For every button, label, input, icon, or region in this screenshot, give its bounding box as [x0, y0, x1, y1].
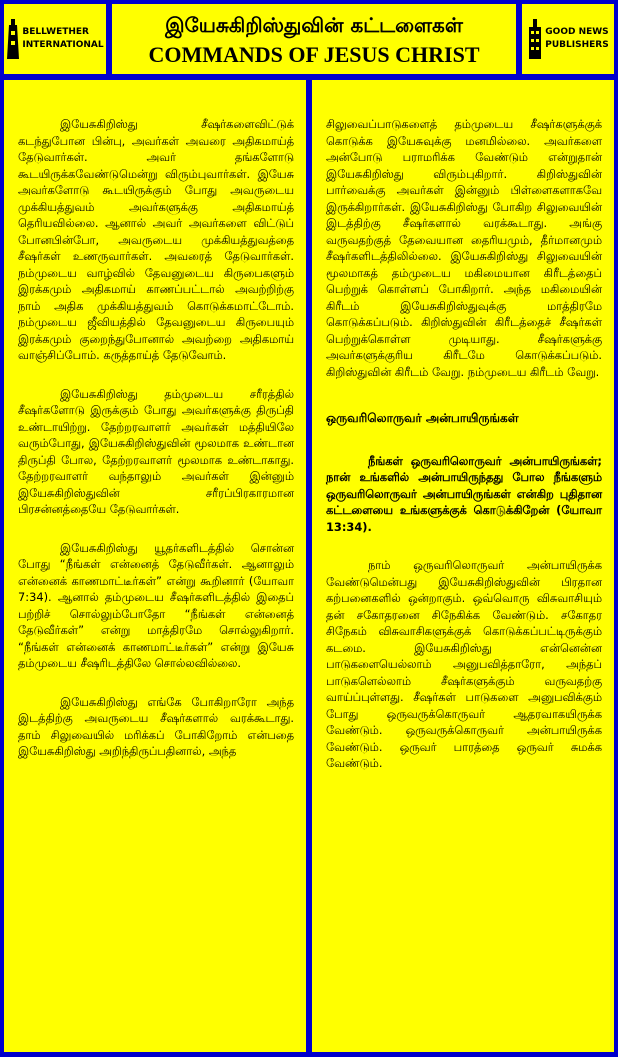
logo-text-line-1: GOOD NEWS [545, 27, 609, 37]
building-icon [527, 19, 543, 59]
title-tamil: இயேசுகிறிஸ்துவின் கட்டளைகள் [165, 13, 463, 37]
paragraph: இயேசுகிறிஸ்து யூதர்களிடத்தில் சொன்ன போது “நீங்கள் என்னைத் தேடுவீர்கள். ஆனாலும் என்னைக் காணமாட்டீர்கள்” என்று கூறினார் (யோவா 7:34). ஆனால் தம்முடைய சீஷர்களிடத்தில் இதைப் பற்றிச் சொல்லும்போதோ “நீங்கள் என்னைத் தேடுவீர்கள்” என்று மாத்திரமே சொல்லுகிறார். “நீங்கள் என்னைக் காணமாட்டீர்கள்” என்று இயேசு தம்முடைய சீஷரிடத்திலே சொல்லவில்லை. [18, 540, 294, 670]
paragraph: நாம் ஒருவரிலொருவர் அன்பாயிருக்க வேண்டுமென்பது இயேசுகிறிஸ்துவின் பிரதான கற்பனைகளில் ஒன்றாகும். ஒவ்வொரு விசுவாசியும் தன் சகோதரனை சிநேகிக்க வேண்டும். சகோதர சிநேகம் விசுவாசிகளுக்குக் கொடுக்கப்பட்டிருக்கும் கடமை. இயேசுகிறிஸ்து என்னென்ன பாடுகளையெல்லாம் அனுபவித்தாரோ, அந்தப் பாடுகளெல்லாம் சீஷர்களுக்கும் வருவதற்கு வாய்ப்புள்ளது. சீஷர்கள் பாடுகளை அனுபவிக்கும் போது ஒருவருக்கொருவர் ஆதரவாகயிருக்க வேண்டும். ஒருவருக்கொருவர் அன்பாயிருக்க வேண்டும். ஒருவர் பாரத்தை ஒருவர் சுமக்க வேண்டும். [326, 558, 602, 770]
page-title [112, 4, 516, 74]
scripture-quote: நீங்கள் ஒருவரிலொருவர் அன்பாயிருங்கள்; நான் உங்களில் அன்பாயிருந்தது போல நீங்களும் ஒருவரிலொருவர் அன்பாயிருங்கள் என்கிற புதிதான கட்டளையை உங்களுக்குக் கொடுக்கிறேன் (யோவா 13:34). [326, 453, 602, 534]
paragraph: இயேசுகிறிஸ்து சீஷர்களைவிட்டுக் கடந்துபோன பின்பு, அவர்கள் அவரை அதிகமாய்த் தேடுவார்கள். அவர் தங்களோடு கூடயிருக்கவேண்டுமென்று விரும்புவார்கள். இயேசு அவர்களோடு கூடயிருக்கும் போது அவருடைய முக்கியத்துவம் அவர்களுக்கு அதிகமாய்த் தெரியவில்லை. ஆனால் அவர் அவர்களை விட்டுப் போனபின்போ, அவருடைய முக்கியத்துவத்தை சீஷர்கள் உணருவார்கள். அவரைத் தேடுவார்கள். நம்முடைய வாழ்வில் தேவனுடைய கிருபைகளும் இரக்கமும் அதிகமாய் காணப்பட்டால் அவற்றிற்கு நாம் அதிக முக்கியத்துவம் கொடுக்கமாட்டோம். நம்முடைய ஜீவியத்தில் தேவனுடைய கிருபையும் இரக்கமும் குறைந்துபோனால் அவற்றை அதிகமாய் வாஞ்சிப்போம். கருத்தாய்த் தேடுவோம். [18, 117, 294, 362]
paragraph: இயேசுகிறிஸ்து தம்முடைய சரீரத்தில் சீஷர்களோடு இருக்கும் போது அவர்களுக்கு திருப்தி உண்டாயிற்று. தேற்றரவாளர் அவர்கள் மத்தியிலே வரும்போது, இயேசுகிறிஸ்துவின் மூலமாக உண்டான திருப்தி போல, தேற்றரவாளர் மூலமாக உண்டாகாது. தேற்றரவாளர் வந்தாலும் அவர்கள் இன்னும் இயேசுகிறிஸ்துவின் சரீரப்பிரகாரமான பிரசன்னத்தையே தேடுவார்கள். [18, 386, 294, 516]
title-english: COMMANDS OF JESUS CHRIST [148, 42, 480, 67]
paragraph-continuation: சிலுவைப்பாடுகளைத் தம்முடைய சீஷர்களுக்குக் கொடுக்க இயேசுவுக்கு மனமில்லை. அவர்களை அன்போடு பராமரிக்க வேண்டும் என்றுதான் இயேசுகிறிஸ்து விரும்புகிறார். கிறிஸ்துவின் பார்வைக்கு அவர்கள் இன்னும் பிள்ளைகளாகவே இருக்கிறார்கள். இயேசுகிறிஸ்து போகிற சிலுவையின் இடத்திற்கு சீஷர்களால் வரக்கூடாது. அங்கு வருவதற்குத் தேவையான தைரியமும், தீர்மானமும் சீஷர்களிடத்திலில்லை. இயேசுகிறிஸ்து சிலுவையின் மூலமாகத் தம்முடைய மகிமையான கிரீடத்தைப் பெற்றுக் கொள்ளப் போகிறார். அந்த மகிமையின் கிரீடம் இயேசுகிறிஸ்துவுக்கு மாத்திரமே கொடுக்கப்படும். கிறிஸ்துவின் கிரீடத்தைச் சீஷர்கள் பெற்றுக்கொள்ள முடியாது. சீஷர்களுக்கு அவர்களுக்குரிய கிரீடமே கொடுக்கப்படும். கிறிஸ்துவின் கிரீடம் வேறு. நம்முடைய கிரீடம் வேறு. [326, 117, 602, 379]
paragraph: இயேசுகிறிஸ்து எங்கே போகிறாரோ அந்த இடத்திற்கு அவருடைய சீஷர்களால் வரக்கூடாது. தாம் சிலுவையில் மரிக்கப் போகிறோம் என்பதை இயேசுகிறிஸ்து அறிந்திருப்பதினால், அந்த [18, 694, 294, 758]
section-heading: ஒருவரிலொருவர் அன்பாயிருங்கள் [326, 411, 519, 425]
left-column [4, 80, 306, 1052]
good-news-logo [522, 4, 614, 74]
bellwether-logo [4, 4, 106, 74]
right-column [312, 80, 614, 1052]
logo-text-line-2: INTERNATIONAL [22, 40, 104, 50]
logo-text-line-2: PUBLISHERS [545, 40, 609, 50]
logo-text-line-1: BELLWETHER [22, 27, 89, 37]
tower-icon [6, 19, 20, 59]
